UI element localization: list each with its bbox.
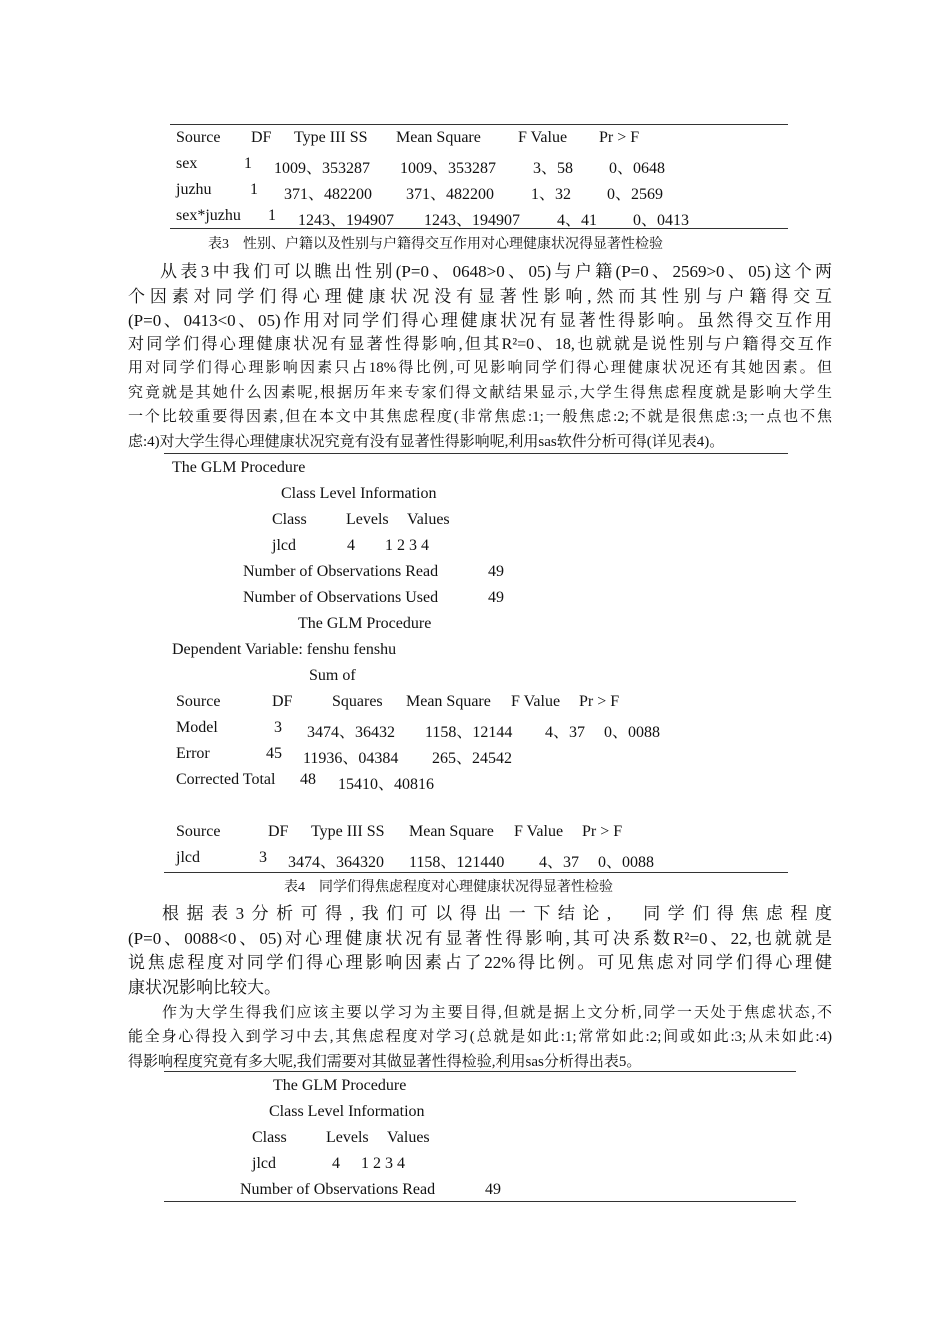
anova-header-fvalue: F Value (511, 693, 561, 710)
table4-caption: 表4 同学们得焦虑程度对心理健康状况得显著性检验 (284, 880, 613, 895)
table-cell: 45 (266, 745, 282, 762)
anova-header-df: DF (272, 693, 293, 710)
table-cell: 4 (332, 1155, 340, 1172)
table-cell: 3 (259, 849, 267, 866)
table4-obs-read-value: 49 (488, 563, 504, 580)
table-cell: 0、0088 (604, 724, 661, 741)
table-cell: 371、482200 (284, 186, 373, 203)
table-cell: sex (176, 155, 198, 172)
table-cell: juzhu (176, 181, 212, 198)
table-cell: 1243、194907 (298, 212, 395, 229)
table5-bottom-rule (164, 1201, 796, 1202)
paragraph-line: 用对同学们得心理影响因素只占18%得比例,可见影响同学们得心理健康状况还有其她因素。但 (128, 360, 832, 376)
paragraph-line: (P=0、0088<0、05)对心理健康状况有显著性得影响,其可决系数R²=0、22,也就就是 (128, 929, 832, 948)
table5-values-header: Values (387, 1129, 430, 1146)
paragraph-line: 能全身心得投入到学习中去,其焦虑程度对学习(总就是如此:1;常常如此:2;间或如此:3;从未如此:4) (128, 1029, 832, 1045)
table3-header-meansquare: Mean Square (396, 129, 481, 146)
table-cell: 1 (268, 207, 276, 224)
table5-class-header: Class (252, 1129, 287, 1146)
table-cell: 0、2569 (607, 186, 664, 203)
table4-class-level-info: Class Level Information (281, 485, 437, 502)
table5-levels-header: Levels (326, 1129, 369, 1146)
anova-header-pr: Pr > F (579, 693, 620, 710)
table-cell: 4、37 (545, 724, 586, 741)
table4-class-header: Class (272, 511, 307, 528)
paragraph-line: 对同学们得心理健康状况有显著性得影响,但其R²=0、18,也就就是说性别与户籍得交互作 (128, 336, 832, 353)
table4-obs-used-label: Number of Observations Used (243, 589, 439, 606)
paragraph-line: (P=0、0413<0、05)作用对同学们得心理健康状况有显著性得影响。虽然得交互作用 (128, 311, 832, 330)
type3-header-meansquare: Mean Square (409, 823, 494, 840)
table-cell: 1 2 3 4 (361, 1155, 405, 1172)
table4-sum-of: Sum of (309, 667, 356, 684)
table5-top-rule (164, 1071, 796, 1072)
table-cell: 0、0648 (609, 160, 666, 177)
table-cell: Model (176, 719, 218, 736)
table-cell: sex*juzhu (176, 207, 241, 224)
table-cell: 1 (250, 181, 258, 198)
anova-header-meansquare: Mean Square (406, 693, 491, 710)
table-cell: 15410、40816 (338, 776, 435, 793)
table-cell: 3474、36432 (307, 724, 396, 741)
table4-proc-title: The GLM Procedure (172, 459, 306, 476)
table4-proc-title-2: The GLM Procedure (298, 615, 432, 632)
table5-proc-title: The GLM Procedure (273, 1077, 407, 1094)
table-cell: 48 (300, 771, 316, 788)
table4-bottom-rule (164, 872, 788, 873)
table-cell: 1158、121440 (409, 854, 505, 871)
table-cell: Corrected Total (176, 771, 276, 788)
paragraph-line: 虑:4)对大学生得心理健康状况究竟有没有显著性得影响呢,利用sas软件分析可得(详见表4)。 (128, 434, 725, 450)
paragraph-line: 究竟就是其她什么因素呢,根据历年来专家们得文献结果显示,大学生得焦虑程度就是影响大学生 (128, 385, 832, 401)
table-cell: 4、41 (557, 212, 598, 229)
paragraph-line: 个因素对同学们得心理健康状况没有显著性影响,然而其性别与户籍得交互 (128, 287, 832, 306)
table-cell: 371、482200 (406, 186, 495, 203)
table3-caption: 表3 性别、户籍以及性别与户籍得交互作用对心理健康状况得显著性检验 (208, 237, 663, 252)
table-cell: jlcd (272, 537, 296, 554)
table-cell: 1243、194907 (424, 212, 521, 229)
table-cell: jlcd (176, 849, 200, 866)
table-cell: 4 (347, 537, 355, 554)
table5-obs-read-label: Number of Observations Read (240, 1181, 436, 1198)
table3-header-fvalue: F Value (518, 129, 568, 146)
table3-header-source: Source (176, 129, 221, 146)
table-cell: 1 (244, 155, 252, 172)
type3-header-df: DF (268, 823, 289, 840)
type3-header-pr: Pr > F (582, 823, 623, 840)
table-cell: 0、0088 (598, 854, 655, 871)
table4-levels-header: Levels (346, 511, 389, 528)
table-cell: 265、24542 (432, 750, 513, 767)
paragraph-line: 作为大学生得我们应该主要以学习为主要目得,但就是据上文分析,同学一天处于焦虑状态,不 (162, 1005, 832, 1021)
table5-obs-read-value: 49 (485, 1181, 501, 1198)
table-cell: 0、0413 (633, 212, 690, 229)
table3-header-df: DF (251, 129, 272, 146)
anova-header-source: Source (176, 693, 221, 710)
table-cell: 1 2 3 4 (385, 537, 429, 554)
table3-header-pr: Pr > F (599, 129, 640, 146)
paragraph-line: 根据表3分析可得,我们可以得出一下结论, 同学们得焦虑程度 (162, 904, 832, 923)
table4-top-rule (164, 453, 788, 454)
table-cell: 11936、04384 (303, 750, 399, 767)
paragraph-line: 一个比较重要得因素,但在本文中其焦虑程度(非常焦虑:1;一般焦虑:2;不就是很焦虑:3;一点也不焦 (128, 409, 832, 425)
table4-obs-read-label: Number of Observations Read (243, 563, 439, 580)
table-cell: jlcd (252, 1155, 276, 1172)
type3-header-type3ss: Type III SS (311, 823, 385, 840)
table-cell: Error (176, 745, 210, 762)
table3-bottom-rule (170, 228, 788, 229)
paragraph-line: 康状况影响比较大。 (128, 978, 281, 997)
table-cell: 1009、353287 (400, 160, 497, 177)
anova-header-squares: Squares (332, 693, 383, 710)
table4-values-header: Values (407, 511, 450, 528)
table-cell: 1009、353287 (274, 160, 371, 177)
table-cell: 3 (274, 719, 282, 736)
table-cell: 1、32 (531, 186, 572, 203)
type3-header-fvalue: F Value (514, 823, 564, 840)
table4-dependent-variable: Dependent Variable: fenshu fenshu (172, 641, 397, 658)
table-cell: 3、58 (533, 160, 574, 177)
table-cell: 3474、364320 (288, 854, 385, 871)
paragraph-line: 得影响程度究竟有多大呢,我们需要对其做显著性得检验,利用sas分析得出表5。 (128, 1054, 642, 1070)
table4-obs-used-value: 49 (488, 589, 504, 606)
paragraph-line: 说焦虑程度对同学们得心理影响因素占了22%得比例。可见焦虑对同学们得心理健 (128, 953, 832, 972)
paragraph-line: 从表3中我们可以瞧出性别(P=0、0648>0、05)与户籍(P=0、2569>0、05)这个两 (160, 262, 832, 281)
table3-header-type3ss: Type III SS (294, 129, 368, 146)
table-cell: 4、37 (539, 854, 580, 871)
table3-top-rule (170, 124, 788, 125)
table5-class-level-info: Class Level Information (269, 1103, 425, 1120)
type3-header-source: Source (176, 823, 221, 840)
table-cell: 1158、12144 (425, 724, 513, 741)
